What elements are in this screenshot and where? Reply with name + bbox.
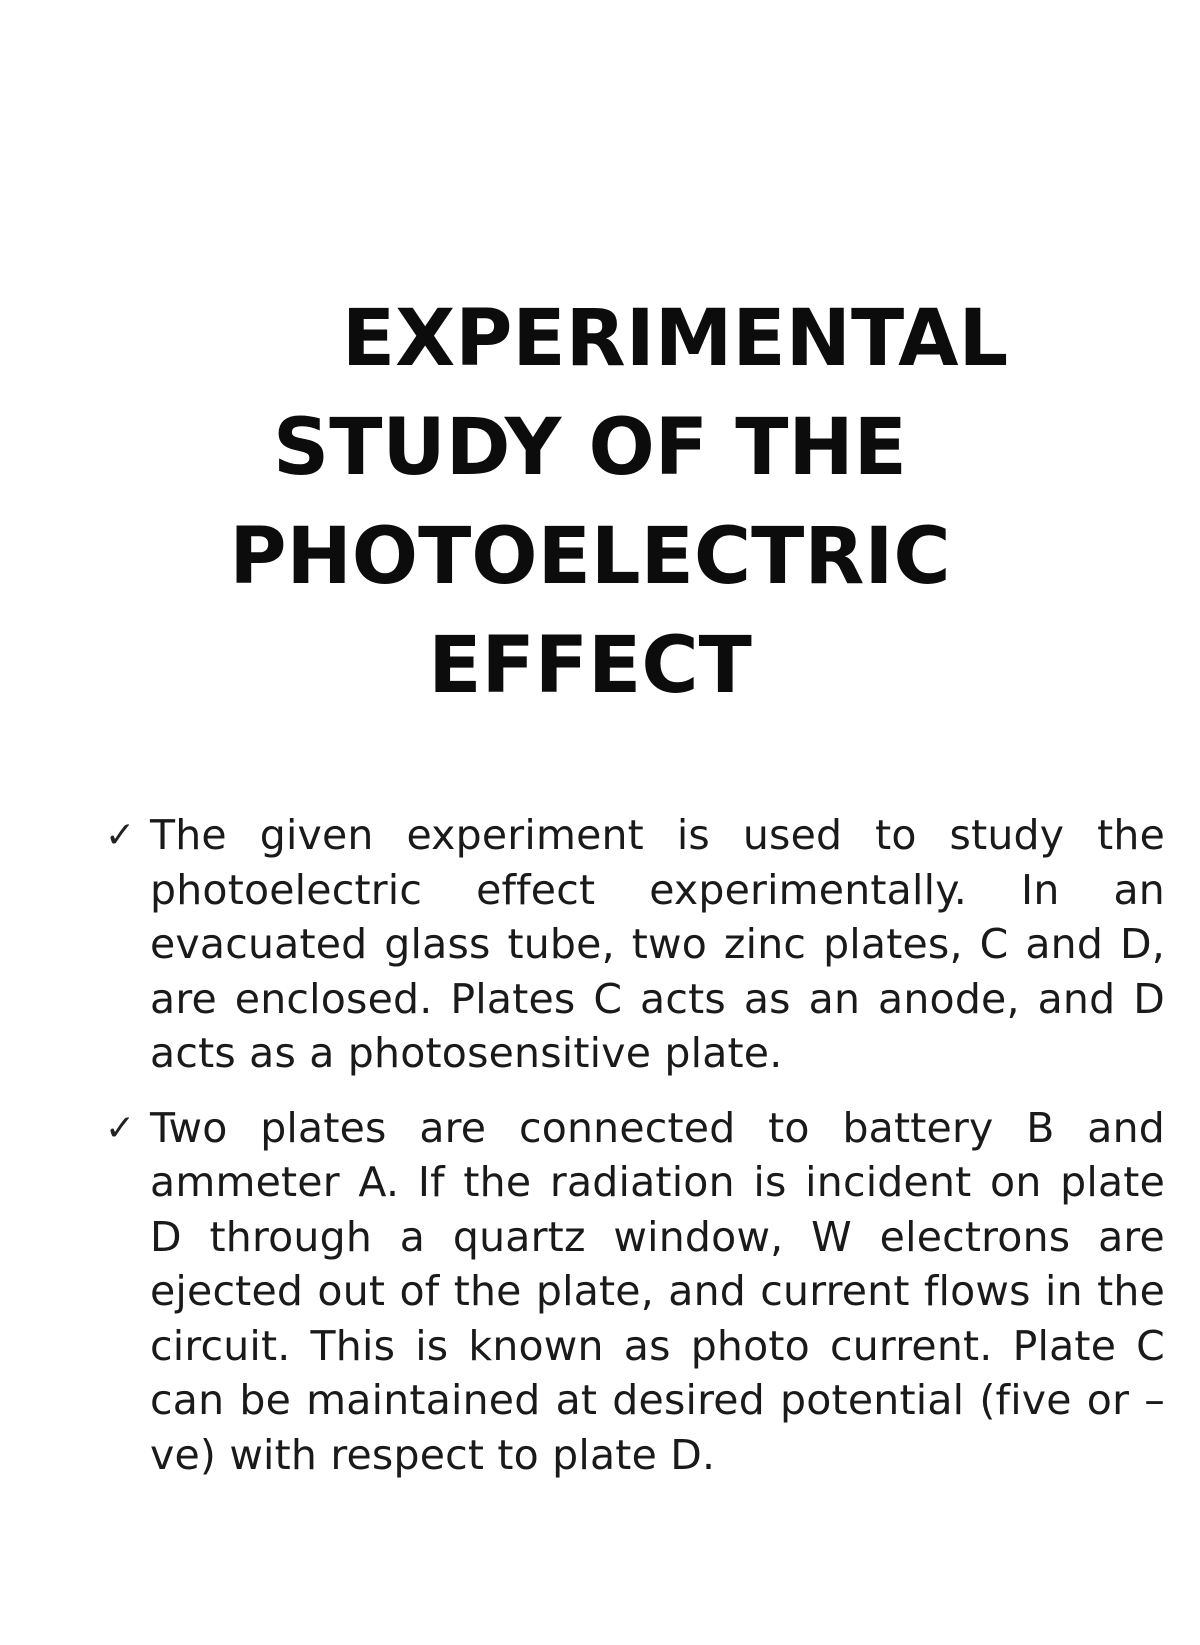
slide-title — [170, 285, 1070, 721]
bullet-list — [105, 808, 1165, 1502]
bullet-item — [105, 808, 1165, 1081]
checkmark-icon: ✓ — [105, 1107, 136, 1149]
bullet-text: The given experiment is used to study the photoelectric effect experimentally. In an evacuated glass tube, two zinc plates, C and D, are enclosed. Plates C acts as an anode, and D acts as a photosensitive plate. — [150, 811, 1165, 1077]
bullet-text: Two plates are connected to battery B and ammeter A. If the radiation is incident on plate D through a quartz window, W electrons are ejected out of the plate, and current flows in the circuit. This is known as photo current. Plate C can be maintained at desired potential (five or – ve) with respect to plate D. — [150, 1103, 1165, 1479]
title-line-2: STUDY OF THE — [273, 403, 907, 493]
checkmark-icon: ✓ — [105, 815, 136, 856]
title-line-1: EXPERIMENTAL — [341, 294, 1009, 384]
title-line-4: EFFECT — [428, 621, 752, 711]
title-line-3: PHOTOELECTRIC — [229, 512, 951, 602]
bullet-item — [105, 1101, 1165, 1483]
